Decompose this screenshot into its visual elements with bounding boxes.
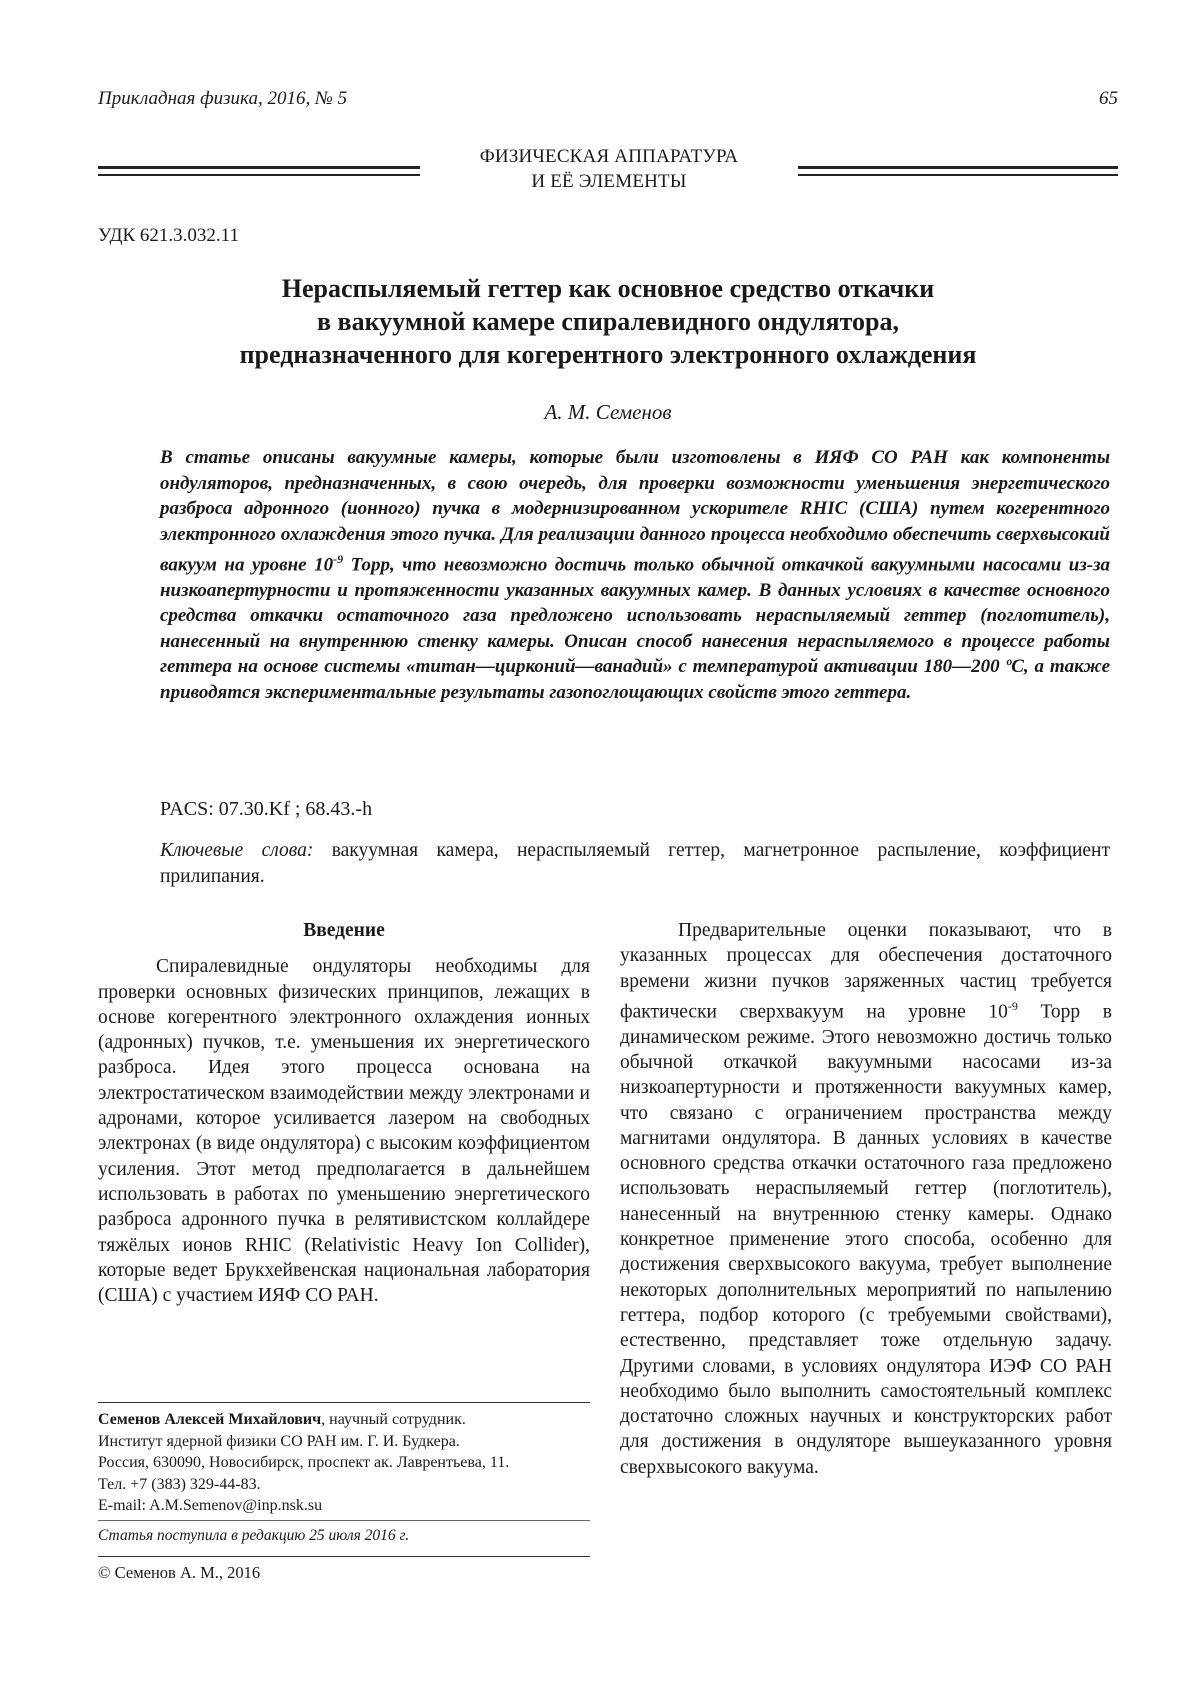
pacs-codes: PACS: 07.30.Kf ; 68.43.-h: [160, 798, 373, 820]
section-title: [420, 144, 798, 194]
keywords-text: вакуумная камера, нераспыляемый геттер, магнетронное распыление, коэффициент прилипания.: [160, 840, 1111, 887]
right-part-1: Предварительные оценки показывают, что в указанных процессах для обеспечения достаточного времени жизни пучков заряженных частиц требуется фактически сверхвакуум на уровне 10: [620, 920, 1112, 1023]
keywords: [160, 838, 1110, 889]
abstract-part-2: Торр, что невозможно достичь только обычной откачкой вакуумными насосами из-за низкоапертурности и протяженности указанных вакуумных камер. В данных условиях в качестве основного средства откачки остаточного газа предложено использовать нераспыляемый геттер (поглотитель), нанесенный на внутреннюю стенку камеры. Описан способ нанесения нераспыляемого в процессе работы геттера на основе системы «титан—цирконий—ванадий» с температурой активации 180—200 ºС, а также приводятся экспериментальные результаты газопоглощающих свойств этого геттера.: [160, 554, 1110, 703]
footnote-author-position: , научный сотрудник.: [321, 1411, 466, 1428]
footnote-address: Россия, 630090, Новосибирск, проспект ак. Лаврентьева, 11.: [98, 1454, 510, 1471]
abstract-exponent: -9: [333, 552, 344, 566]
footnote-author-name: Семенов Алексей Михайлович: [98, 1411, 322, 1428]
title-line-3: предназначенного для когерентного электронного охлаждения: [239, 340, 977, 369]
footnote-divider: [98, 1402, 590, 1403]
title-line-1: Нераспыляемый геттер как основное средство откачки: [281, 274, 935, 303]
intro-paragraph-right: [620, 918, 1112, 1480]
right-exponent: -9: [1007, 998, 1018, 1013]
article-title: [98, 272, 1118, 371]
received-divider: [98, 1520, 590, 1521]
footnote-email[interactable]: E-mail: A.M.Semenov@inp.nsk.su: [98, 1497, 323, 1514]
footnote-institute: Институт ядерной физики СО РАН им. Г. И. Будкера.: [98, 1432, 460, 1450]
section-title-line-1: ФИЗИЧЕСКАЯ АППАРАТУРА: [479, 146, 739, 167]
udk-code: УДК 621.3.032.11: [98, 225, 239, 246]
footnote-phone: Тел. +7 (383) 329-44-83.: [98, 1475, 261, 1493]
section-banner: [98, 148, 1118, 198]
title-line-2: в вакуумной камере спиралевидного ондулятора,: [316, 307, 900, 336]
section-rule-right: [798, 166, 1118, 176]
footnote-author-line: [98, 1409, 590, 1431]
abstract: [160, 445, 1110, 705]
section-rule-left: [98, 166, 420, 176]
copyright-divider: [98, 1556, 590, 1557]
received-date: Статья поступила в редакцию 25 июля 2016 г.: [98, 1527, 410, 1544]
keywords-label: Ключевые слова:: [160, 840, 314, 861]
running-header: [98, 88, 1118, 118]
page-number: 65: [1099, 88, 1118, 109]
right-column: [620, 918, 1112, 1480]
section-title-line-2: И ЕЁ ЭЛЕМЕНТЫ: [531, 171, 687, 192]
right-part-2: Торр в динамическом режиме. Этого невозможно достичь только обычной откачкой вакуумными насосами из-за низкоапертурности и протяженности вакуумных камер, что связано с ограничением пространства между магнитами ондулятора. В данных условиях в качестве основного средства откачки остаточного газа предложено использовать нераспыляемый геттер (поглотитель), нанесенный на внутреннюю стенку камеры. Однако конкретное применение этого способа, особенно для достижения сверхвысокого вакуума, требует выполнение некоторых дополнительных мероприятий по напылению геттера, подбор которого (с требуемыми свойствами), естественно, представляет тоже отдельную задачу. Другими словами, в условиях ондулятора ИЭФ СО РАН необходимо было выполнить самостоятельный комплекс достаточно сложных научных и конструкторских работ для достижения в ондуляторе вышеуказанного уровня сверхвысокого вакуума.: [620, 1001, 1113, 1478]
left-column: [98, 918, 590, 1308]
copyright-notice: © Семенов А. М., 2016: [98, 1563, 261, 1582]
author-name: А. М. Семенов: [544, 400, 672, 424]
author-footnote: [98, 1409, 590, 1517]
abstract-part-1: В статье описаны вакуумные камеры, которые были изготовлены в ИЯФ СО РАН как компоненты ондуляторов, предназначенных, в свою очередь, для проверки возможности уменьшения энергетического разброса адронного (ионного) пучка в модернизированном ускорителе RHIC (США) путем когерентного электронного охлаждения этого пучка. Для реализации данного процесса необходимо обеспечить сверхвысокий вакуум на уровне 10: [160, 447, 1110, 576]
introduction-heading: Введение: [303, 920, 385, 941]
intro-paragraph-left: Спиралевидные ондуляторы необходимы для проверки основных физических принципов, лежащих в основе когерентного электронного охлаждения ионных (адронных) пучков, т.е. уменьшения их энергетического разброса. Идея этого процесса основана на электростатическом взаимодействии между электронами и адронами, которое усиливается лазером на свободных электронах (в виде ондулятора) с высоким коэффициентом усиления. Этот метод предполагается в дальнейшем использовать в работах по уменьшению энергетического разброса адронного пучка в релятивистском коллайдере тяжёлых ионов RHIC (Relativistic Heavy Ion Collider), которые ведет Брукхейвенская национальная лаборатория (США) с участием ИЯФ СО РАН.: [98, 956, 590, 1307]
journal-citation: Прикладная физика, 2016, № 5: [98, 88, 348, 109]
